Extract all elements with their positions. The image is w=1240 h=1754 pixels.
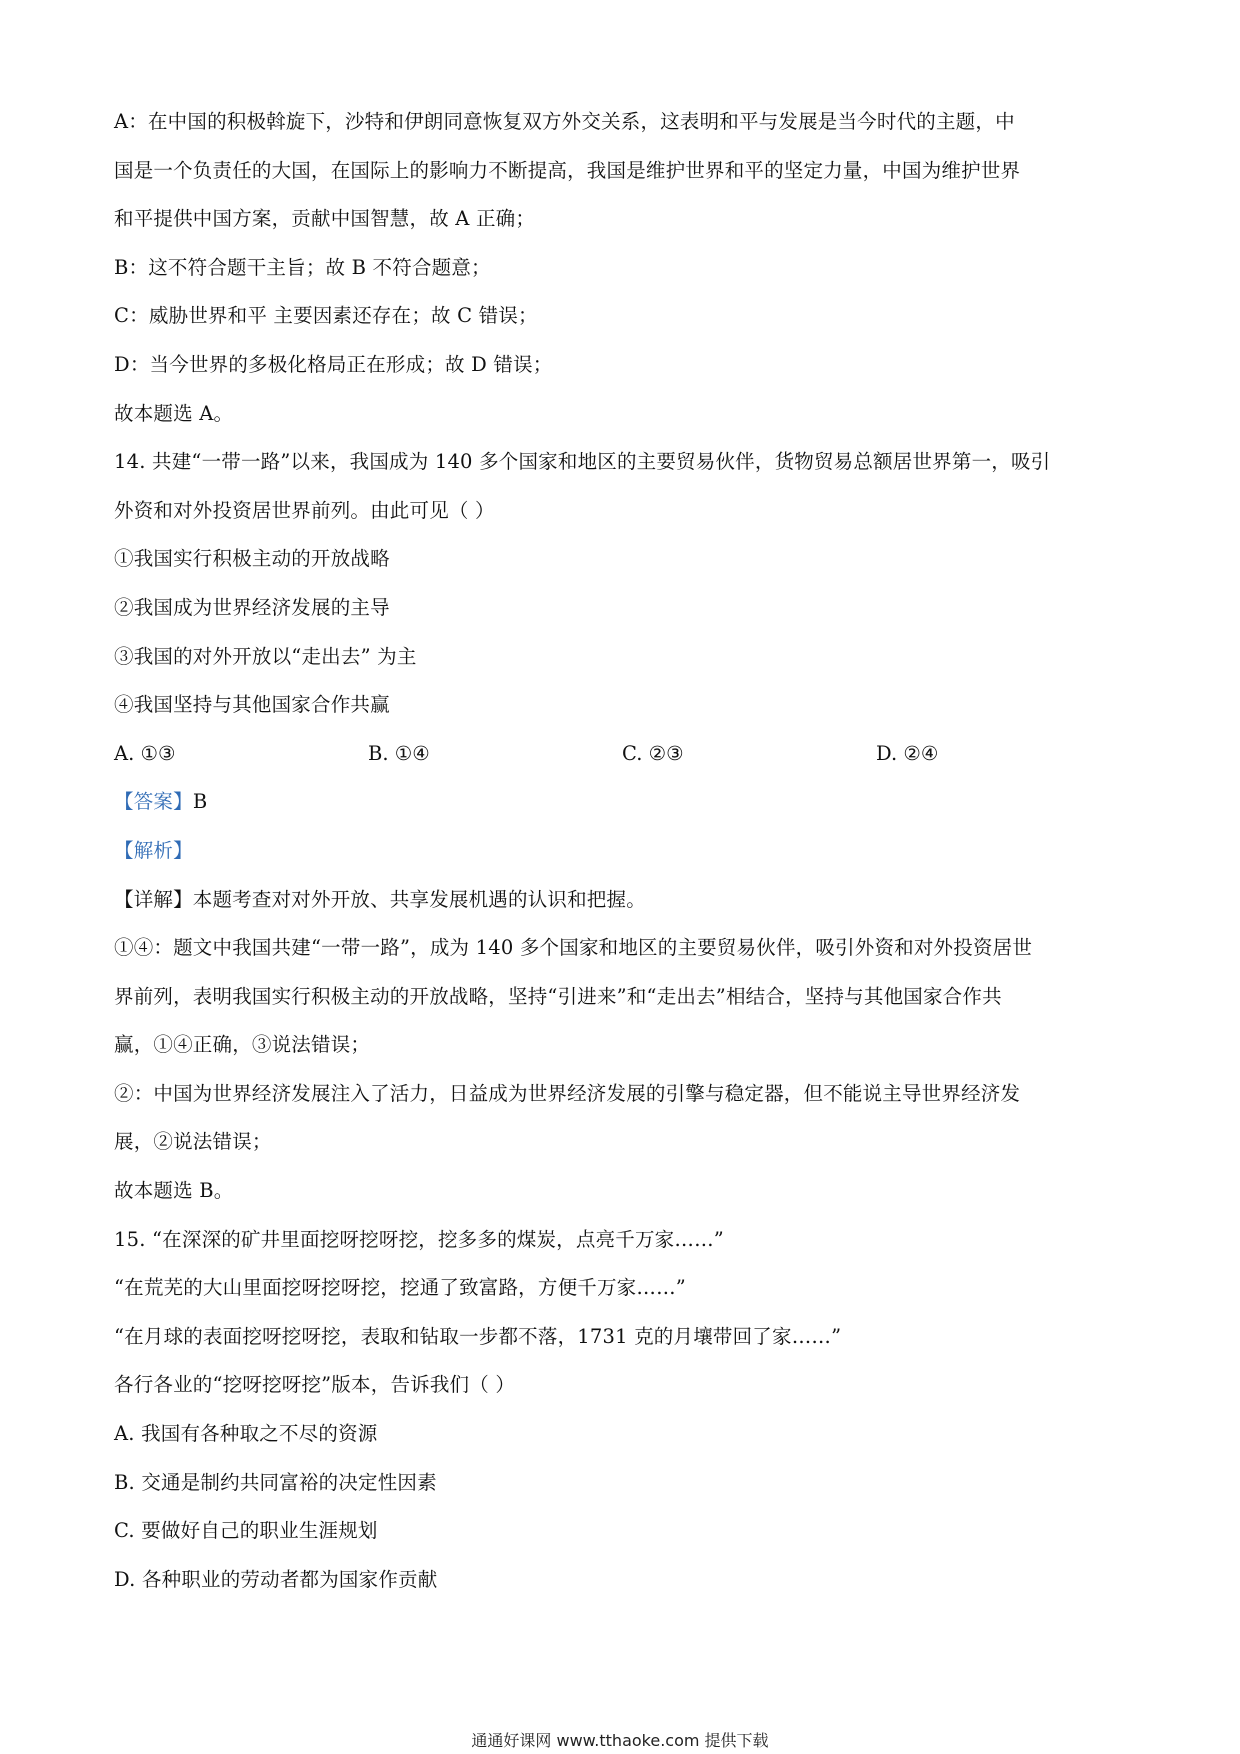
question-stem-line: “在月球的表面挖呀挖呀挖，表取和钻取一步都不落，1731 克的月壤带回了家……” <box>114 1324 842 1348</box>
q13-analysis <box>114 98 1134 438</box>
question-stem-line: 15. “在深深的矿井里面挖呀挖呀挖，挖多多的煤炭，点亮千万家……” <box>114 1227 724 1251</box>
statement-1: ①我国实行积极主动的开放战略 <box>114 547 390 571</box>
question-stem-line: 14. 共建“一带一路”以来，我国成为 140 多个国家和地区的主要贸易伙伴，货物贸易总额居世界第一，吸引 <box>114 450 1051 474</box>
question-14 <box>114 438 1134 1216</box>
analysis-line: C：威胁世界和平 主要因素还存在；故 C 错误； <box>114 304 538 328</box>
detail-line: 【详解】本题考查对对外开放、共享发展机遇的认识和把握。 <box>114 887 646 911</box>
analysis-heading <box>114 827 1134 876</box>
detail-line: 展，②说法错误； <box>114 1130 272 1154</box>
statement-3: ③我国的对外开放以“走出去” 为主 <box>114 644 417 668</box>
detail-line: 赢，①④正确，③说法错误； <box>114 1033 371 1057</box>
analysis-line: D：当今世界的多极化格局正在形成；故 D 错误； <box>114 352 553 376</box>
option-b: B. 交通是制约共同富裕的决定性因素 <box>114 1470 437 1494</box>
option-d: D. 各种职业的劳动者都为国家作贡献 <box>114 1567 438 1591</box>
statement-4: ④我国坚持与其他国家合作共赢 <box>114 693 390 717</box>
answer-options <box>114 730 1134 779</box>
option-c: C. 要做好自己的职业生涯规划 <box>114 1519 378 1543</box>
option-c: C. ②③ <box>622 741 684 765</box>
answer-line <box>114 778 1134 827</box>
option-a: A. 我国有各种取之不尽的资源 <box>114 1422 378 1446</box>
footer-watermark: 通通好课网 www.tthaoke.com 提供下载 <box>471 1731 769 1750</box>
answer-tag: 【答案】 <box>114 790 193 814</box>
detail-line: ②：中国为世界经济发展注入了活力，日益成为世界经济发展的引擎与稳定器，但不能说主导世界经济发 <box>114 1081 1021 1105</box>
analysis-tag: 【解析】 <box>114 838 193 862</box>
detail-line: 界前列，表明我国实行积极主动的开放战略，坚持“引进来”和“走出去”相结合，坚持与其他国家合作共 <box>114 984 1002 1008</box>
answer-value: B <box>192 790 208 814</box>
document-page <box>114 98 1134 1604</box>
option-a: A. ①③ <box>114 741 176 765</box>
option-b: B. ①④ <box>368 741 430 765</box>
option-d: D. ②④ <box>876 741 939 765</box>
analysis-line: 和平提供中国方案，贡献中国智慧，故 A 正确； <box>114 207 536 231</box>
question-stem-line: 各行各业的“挖呀挖呀挖”版本，告诉我们（ ） <box>114 1373 516 1397</box>
analysis-conclusion: 故本题选 A。 <box>114 401 234 425</box>
question-stem-line: 外资和对外投资居世界前列。由此可见（ ） <box>114 498 495 522</box>
question-stem-line: “在荒芜的大山里面挖呀挖呀挖，挖通了致富路，方便千万家……” <box>114 1276 686 1300</box>
statement-2: ②我国成为世界经济发展的主导 <box>114 595 390 619</box>
analysis-line: B：这不符合题干主旨；故 B 不符合题意； <box>114 255 491 279</box>
question-15 <box>114 1216 1134 1605</box>
analysis-line: 国是一个负责任的大国，在国际上的影响力不断提高，我国是维护世界和平的坚定力量，中国为维护世界 <box>114 158 1021 182</box>
detail-line: ①④：题文中我国共建“一带一路”，成为 140 多个国家和地区的主要贸易伙伴，吸引外资和对外投资居世 <box>114 936 1033 960</box>
detail-conclusion: 故本题选 B。 <box>114 1179 234 1203</box>
analysis-line: A：在中国的积极斡旋下，沙特和伊朗同意恢复双方外交关系，这表明和平与发展是当今时代的主题，中 <box>114 110 1015 133</box>
